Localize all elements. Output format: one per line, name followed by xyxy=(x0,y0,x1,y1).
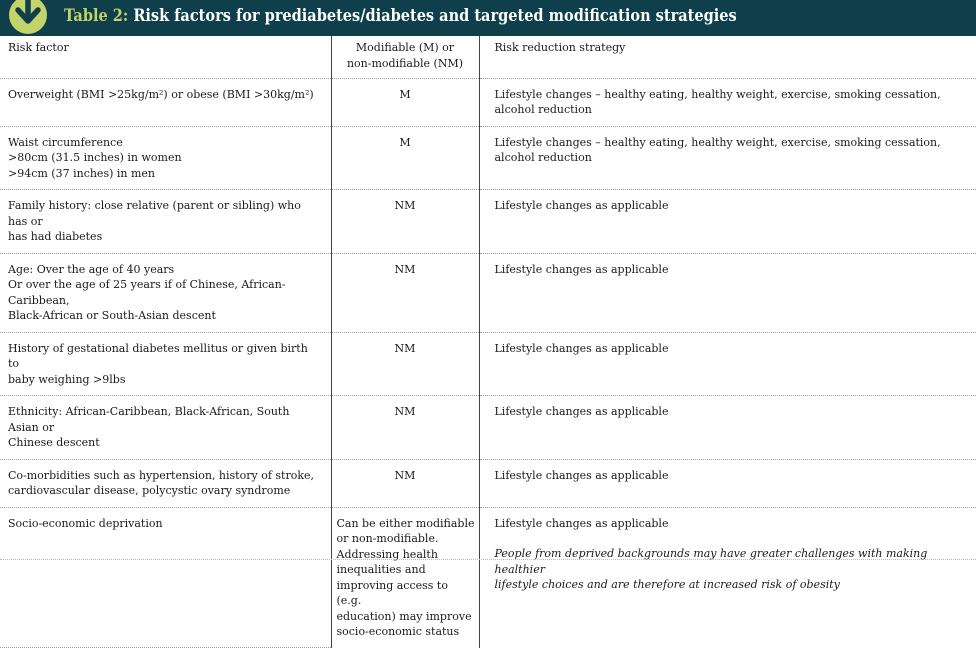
table-row xyxy=(0,190,976,254)
table-row xyxy=(0,396,976,460)
modifiable-cell: NM xyxy=(331,332,479,396)
risk-factor-cell: Ethnicity: African-Caribbean, Black-African, South Asian or Chinese descent xyxy=(0,396,331,460)
chevron-down-circle-icon xyxy=(9,0,47,34)
table-title-text: Risk factors for prediabetes/diabetes and targeted modification strategies xyxy=(133,6,737,25)
risk-factor-table xyxy=(0,36,976,648)
strategy-cell: Lifestyle changes as applicable xyxy=(479,332,976,396)
strategy-cell: Lifestyle changes – healthy eating, healthy weight, exercise, smoking cessation, alcohol reduction xyxy=(479,126,976,190)
strategy-cell: Lifestyle changes as applicable xyxy=(479,190,976,254)
modifiable-cell: NM xyxy=(331,459,479,507)
header-risk-factor: Risk factor xyxy=(0,36,331,78)
table-row xyxy=(0,126,976,190)
table-number: Table 2: xyxy=(64,6,129,25)
table-row xyxy=(0,459,976,507)
modifiable-cell: NM xyxy=(331,396,479,460)
modifiable-cell: NM xyxy=(331,190,479,254)
risk-factor-cell: Waist circumference >80cm (31.5 inches) in women >94cm (37 inches) in men xyxy=(0,126,331,190)
table-bottom-rule xyxy=(0,559,976,560)
risk-factor-cell: Overweight (BMI >25kg/m²) or obese (BMI >30kg/m²) xyxy=(0,78,331,126)
strategy-cell: Lifestyle changes as applicable People from deprived backgrounds may have greater challenges with making healthier lifestyle choices and are therefore at increased risk of obesity xyxy=(479,507,976,648)
header-modifiable: Modifiable (M) or non-modifiable (NM) xyxy=(331,36,479,78)
strategy-cell: Lifestyle changes as applicable xyxy=(479,253,976,332)
table-title-band xyxy=(0,0,976,36)
table-header-row xyxy=(0,36,976,78)
risk-factor-cell: History of gestational diabetes mellitus or given birth to baby weighing >9lbs xyxy=(0,332,331,396)
strategy-note: People from deprived backgrounds may have greater challenges with making healthier lifestyle choices and are therefore at increased risk of obesity xyxy=(494,547,928,591)
risk-factor-cell: Socio-economic deprivation xyxy=(0,507,331,648)
risk-factor-cell: Age: Over the age of 40 years Or over the age of 25 years if of Chinese, African-Caribbean, Black-African or South-Asian descent xyxy=(0,253,331,332)
table-title xyxy=(64,6,737,32)
risk-factor-cell: Family history: close relative (parent or sibling) who has or has had diabetes xyxy=(0,190,331,254)
risk-factor-cell: Co-morbidities such as hypertension, history of stroke, cardiovascular disease, polycystic ovary syndrome xyxy=(0,459,331,507)
modifiable-cell: M xyxy=(331,126,479,190)
modifiable-cell: M xyxy=(331,78,479,126)
table-row xyxy=(0,78,976,126)
table-row xyxy=(0,253,976,332)
strategy-cell: Lifestyle changes as applicable xyxy=(479,459,976,507)
strategy-cell: Lifestyle changes as applicable xyxy=(479,396,976,460)
table-row xyxy=(0,507,976,648)
header-strategy: Risk reduction strategy xyxy=(479,36,976,78)
table-row xyxy=(0,332,976,396)
strategy-cell: Lifestyle changes – healthy eating, healthy weight, exercise, smoking cessation, alcohol reduction xyxy=(479,78,976,126)
modifiable-cell: NM xyxy=(331,253,479,332)
modifiable-cell: Can be either modifiable or non-modifiable. Addressing health inequalities and improving access to (e.g. education) may improve socio-economic status xyxy=(331,507,479,648)
